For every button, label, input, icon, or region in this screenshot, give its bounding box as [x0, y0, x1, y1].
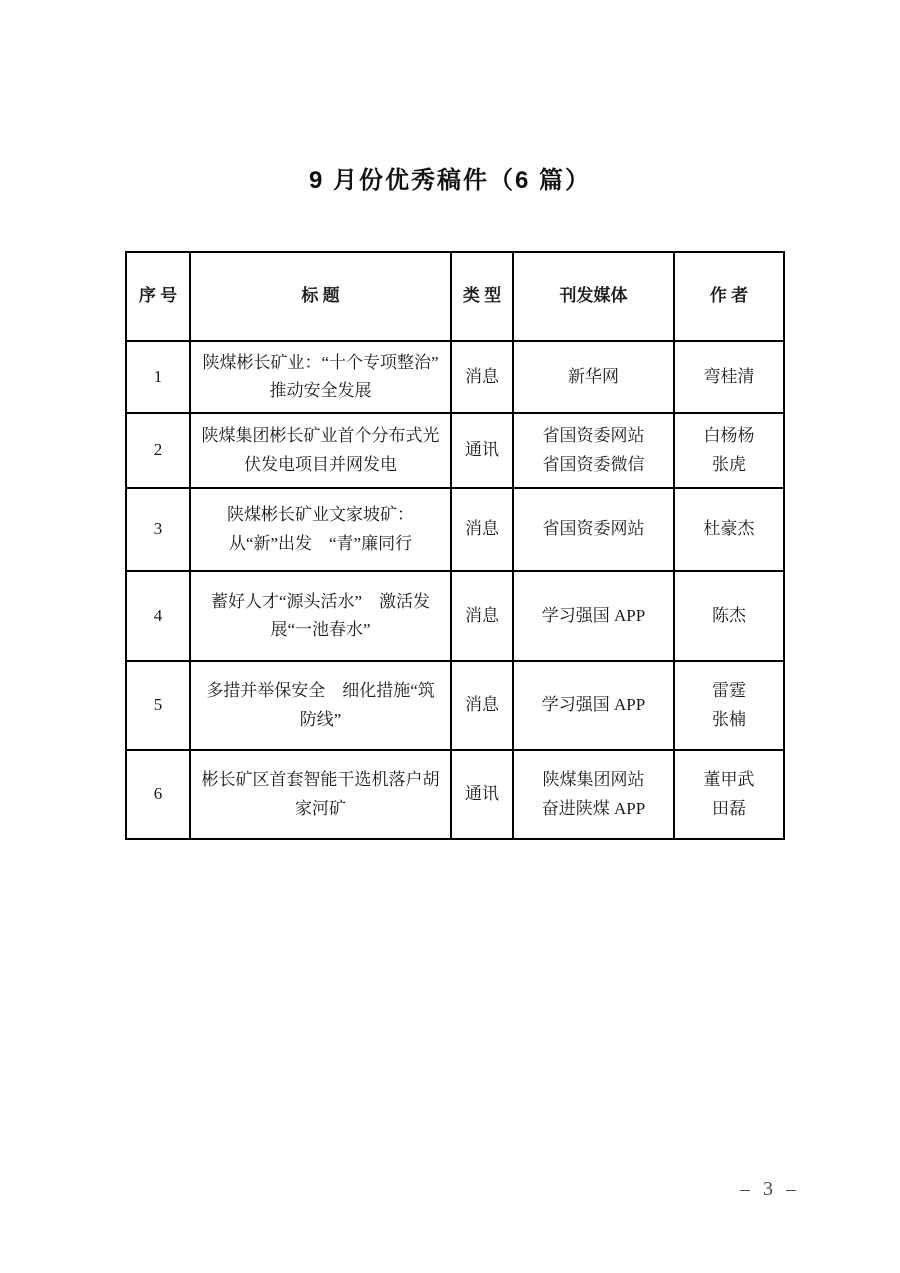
cell-author: 杜豪杰: [674, 488, 784, 571]
cell-author: 陈杰: [674, 571, 784, 661]
cell-title: 蓄好人才“源头活水” 激活发展“一池春水”: [190, 571, 451, 661]
cell-seq-no: 4: [126, 571, 190, 661]
cell-type: 通讯: [451, 413, 513, 488]
cell-seq-no: 6: [126, 750, 190, 839]
cell-media: 陕煤集团网站 奋进陕煤 APP: [513, 750, 674, 839]
cell-media: 学习强国 APP: [513, 571, 674, 661]
cell-type: 消息: [451, 488, 513, 571]
header-author: 作 者: [674, 252, 784, 341]
cell-title: 陕煤彬长矿业：“十个专项整治” 推动安全发展: [190, 341, 451, 413]
manuscripts-table: [125, 251, 785, 840]
cell-author: 弯桂清: [674, 341, 784, 413]
cell-type: 消息: [451, 661, 513, 750]
table-row: [126, 750, 784, 839]
cell-seq-no: 5: [126, 661, 190, 750]
cell-title: 彬长矿区首套智能干选机落户胡家河矿: [190, 750, 451, 839]
table-row: [126, 341, 784, 413]
table-row: [126, 571, 784, 661]
cell-author: 雷霆 张楠: [674, 661, 784, 750]
cell-type: 消息: [451, 571, 513, 661]
table-row: [126, 488, 784, 571]
cell-type: 消息: [451, 341, 513, 413]
header-type: 类 型: [451, 252, 513, 341]
cell-title: 陕煤彬长矿业文家坡矿：从“新”出发 “青”廉同行: [190, 488, 451, 571]
cell-media: 新华网: [513, 341, 674, 413]
page-number: – 3 –: [740, 1178, 800, 1200]
table-row: [126, 661, 784, 750]
cell-author: 白杨杨 张虎: [674, 413, 784, 488]
cell-media: 省国资委网站 省国资委微信: [513, 413, 674, 488]
document-title: 9 月份优秀稿件（6 篇）: [308, 167, 592, 194]
cell-title: 陕煤集团彬长矿业首个分布式光伏发电项目并网发电: [190, 413, 451, 488]
table-row: [126, 413, 784, 488]
cell-seq-no: 2: [126, 413, 190, 488]
cell-author: 董甲武 田磊: [674, 750, 784, 839]
cell-seq-no: 1: [126, 341, 190, 413]
cell-type: 通讯: [451, 750, 513, 839]
header-title: 标 题: [190, 252, 451, 341]
header-seq-no: 序 号: [126, 252, 190, 341]
cell-seq-no: 3: [126, 488, 190, 571]
cell-media: 学习强国 APP: [513, 661, 674, 750]
table-header-row: [126, 252, 784, 341]
cell-media: 省国资委网站: [513, 488, 674, 571]
header-media: 刊发媒体: [513, 252, 674, 341]
cell-title: 多措并举保安全 细化措施“筑防线”: [190, 661, 451, 750]
